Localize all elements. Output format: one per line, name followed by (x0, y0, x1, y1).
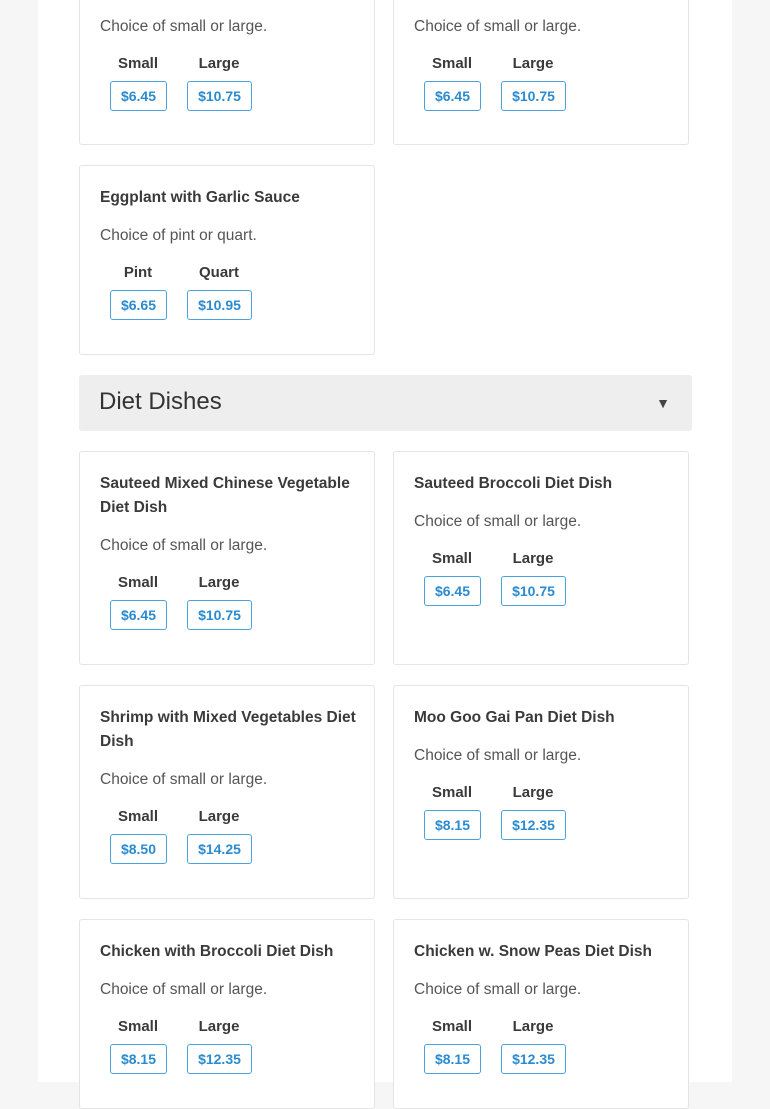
menu-item-description: Choice of small or large. (100, 981, 268, 998)
size-label: Small (431, 1018, 473, 1035)
section-header-diet-dishes[interactable] (79, 375, 692, 431)
menu-item-description: Choice of small or large. (414, 513, 582, 530)
size-label: Large (512, 784, 554, 801)
menu-item-card (79, 165, 375, 355)
menu-item-description: Choice of small or large. (100, 537, 268, 554)
size-label: Pint (123, 264, 153, 281)
menu-item-name: Sauteed Broccoli Diet Dish (414, 475, 613, 492)
menu-page (38, 0, 732, 1082)
menu-item-description: Choice of small or large. (100, 771, 268, 788)
size-label: Large (512, 55, 554, 72)
menu-item-card (393, 919, 689, 1109)
size-label: Small (431, 784, 473, 801)
size-label: Large (512, 550, 554, 567)
menu-item-card (79, 919, 375, 1109)
menu-item-description: Choice of pint or quart. (100, 227, 257, 244)
menu-item-card (79, 0, 375, 145)
menu-item-card (79, 451, 375, 665)
price-button[interactable]: $6.45 (424, 576, 481, 606)
price-button[interactable]: $10.75 (187, 600, 252, 630)
menu-item-name: Moo Goo Gai Pan Diet Dish (414, 709, 615, 726)
menu-item-card (393, 685, 689, 899)
menu-item-name: Eggplant with Garlic Sauce (100, 189, 300, 206)
size-label: Small (431, 55, 473, 72)
size-label: Small (117, 808, 159, 825)
price-button[interactable]: $10.75 (501, 576, 566, 606)
menu-item-card (393, 0, 689, 145)
size-label: Large (198, 574, 240, 591)
menu-item-name: Shrimp with Mixed Vegetables Diet Dish (100, 709, 356, 750)
price-button[interactable]: $8.15 (424, 1044, 481, 1074)
price-button[interactable]: $6.45 (424, 81, 481, 111)
menu-item-name: Chicken with Broccoli Diet Dish (100, 943, 334, 960)
triangle-down-icon[interactable]: ▼ (656, 395, 670, 411)
price-button[interactable]: $6.65 (110, 290, 167, 320)
price-button[interactable]: $6.45 (110, 600, 167, 630)
menu-item-description: Choice of small or large. (100, 18, 268, 35)
size-label: Large (198, 1018, 240, 1035)
price-button[interactable]: $12.35 (501, 810, 566, 840)
price-button[interactable]: $14.25 (187, 834, 252, 864)
price-button[interactable]: $10.95 (187, 290, 252, 320)
menu-item-description: Choice of small or large. (414, 18, 582, 35)
price-button[interactable]: $8.15 (110, 1044, 167, 1074)
size-label: Small (117, 55, 159, 72)
size-label: Large (198, 808, 240, 825)
price-button[interactable]: $10.75 (501, 81, 566, 111)
size-label: Large (512, 1018, 554, 1035)
size-label: Small (431, 550, 473, 567)
size-label: Small (117, 1018, 159, 1035)
price-button[interactable]: $12.35 (501, 1044, 566, 1074)
price-button[interactable]: $8.50 (110, 834, 167, 864)
size-label: Small (117, 574, 159, 591)
price-button[interactable]: $10.75 (187, 81, 252, 111)
menu-item-card (393, 451, 689, 665)
price-button[interactable]: $12.35 (187, 1044, 252, 1074)
menu-item-name: Sauteed Mixed Chinese Vegetable Diet Dish (100, 475, 350, 516)
price-button[interactable]: $6.45 (110, 81, 167, 111)
size-label: Quart (198, 264, 239, 281)
size-label: Large (198, 55, 240, 72)
menu-item-description: Choice of small or large. (414, 981, 582, 998)
menu-item-description: Choice of small or large. (414, 747, 582, 764)
section-title: Diet Dishes (99, 388, 222, 415)
menu-item-name: Chicken w. Snow Peas Diet Dish (414, 943, 653, 960)
price-button[interactable]: $8.15 (424, 810, 481, 840)
menu-item-card (79, 685, 375, 899)
